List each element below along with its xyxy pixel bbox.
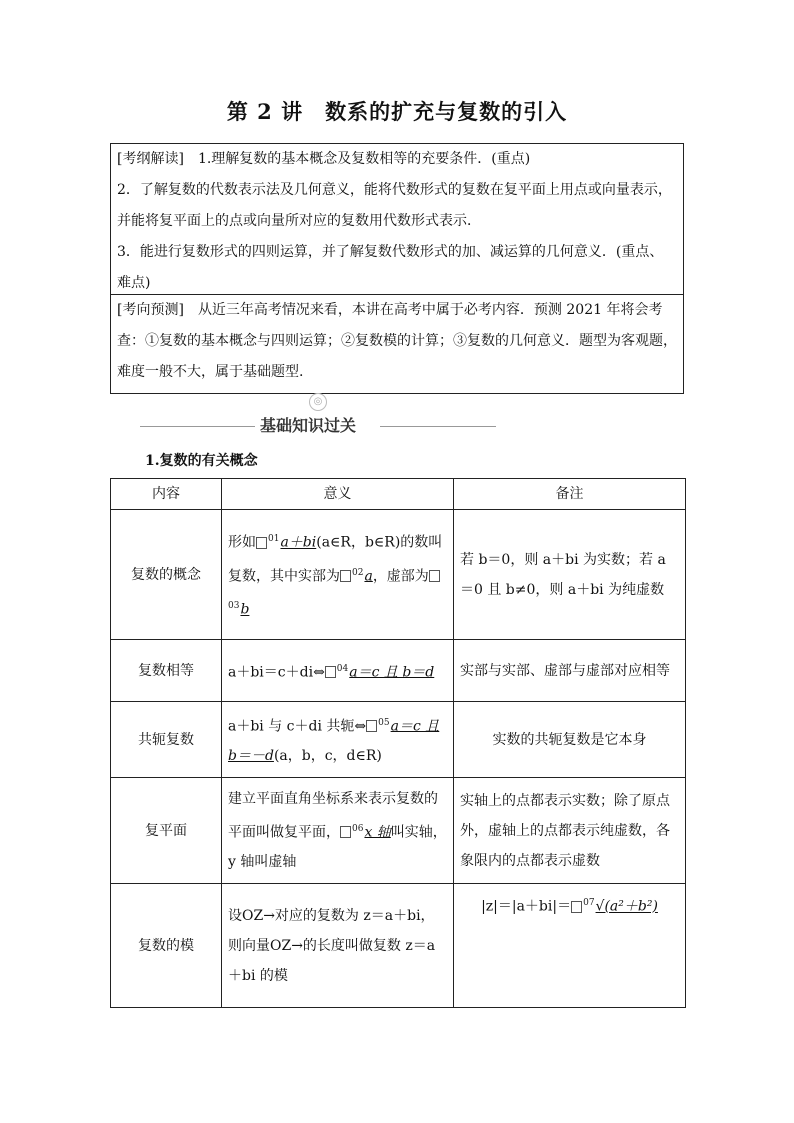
row-name: 复数的概念 xyxy=(111,510,222,640)
table-row xyxy=(111,778,686,884)
row-note: |z|＝|a＋bi|＝ $^{07}$√(a²＋b²) xyxy=(454,884,686,1008)
row-note: 若 b＝0，则 a＋bi 为实数；若 a＝0 且 b≠0，则 a＋bi 为纯虚数 xyxy=(454,510,686,640)
section-divider-left xyxy=(140,426,255,427)
header-cell: 内容 xyxy=(111,479,222,510)
row-meaning: a＋bi＝c＋di⇔ $^{04}$a＝c 且 b＝d xyxy=(222,640,454,702)
table-row xyxy=(111,884,686,1008)
answer-blank-icon xyxy=(366,720,377,732)
header-cell: 意义 xyxy=(222,479,454,510)
outline-tag: [考纲解读] xyxy=(117,151,184,167)
row-meaning: 建立平面直角坐标系来表示复数的平面叫做复平面， $^{06}$x 轴叫实轴，y 轴叫虚轴 xyxy=(222,778,454,884)
section-title: 基础知识过关 xyxy=(260,416,357,435)
row-name: 复数的模 xyxy=(111,884,222,1008)
row-meaning: a＋bi 与 c＋di 共轭⇔ $^{05}$a＝c 且 b＝－d(a，b，c，d∈R) xyxy=(222,702,454,778)
answer-blank-icon xyxy=(429,570,440,582)
answer-blank-icon xyxy=(340,570,351,582)
forecast-text: [考向预测] 从近三年高考情况来看，本讲在高考中属于必考内容．预测 2021 年将会考查：①复数的基本概念与四则运算；②复数模的计算；③复数的几何意义．题型为客观题，难度一般不大，属于基础题型. xyxy=(117,302,677,380)
header-cell: 备注 xyxy=(454,479,686,510)
page-title: 第 2 讲 数系的扩充与复数的引入 xyxy=(226,99,568,124)
answer-blank-icon xyxy=(571,901,582,913)
subsection-title: 1.复数的有关概念 xyxy=(145,453,258,469)
section-header xyxy=(140,396,496,439)
forecast-tag: [考向预测] xyxy=(117,302,184,318)
table-row xyxy=(111,510,686,640)
row-name: 共轭复数 xyxy=(111,702,222,778)
outline-line-3: 3．能进行复数形式的四则运算，并了解复数代数形式的加、减运算的几何意义．(重点、难点) xyxy=(117,244,664,291)
section-divider-right xyxy=(380,426,496,427)
outline-line-1: [考纲解读] 1.理解复数的基本概念及复数相等的充要条件．(重点) xyxy=(117,151,531,167)
outline-line-2: 2．了解复数的代数表示法及几何意义，能将代数形式的复数在复平面上用点或向量表示，并能将复平面上的点或向量所对应的复数用代数形式表示． xyxy=(117,182,672,229)
row-note: 实轴上的点都表示实数；除了原点外，虚轴上的点都表示纯虚数，各象限内的点都表示虚数 xyxy=(454,778,686,884)
table-row xyxy=(111,702,686,778)
row-note: 实部与实部、虚部与虚部对应相等 xyxy=(454,640,686,702)
section-logo-icon: ◎ xyxy=(309,393,327,411)
row-note: 实数的共轭复数是它本身 xyxy=(454,702,686,778)
answer-blank-icon xyxy=(340,826,351,838)
row-meaning: 设OZ→对应的复数为 z＝a＋bi，则向量OZ→的长度叫做复数 z＝a＋bi 的模 xyxy=(222,884,454,1008)
row-name: 复平面 xyxy=(111,778,222,884)
concept-table xyxy=(110,478,686,1008)
forecast-box xyxy=(110,295,684,394)
answer-blank-icon xyxy=(256,537,267,549)
outline-box xyxy=(110,143,684,295)
table-header-row xyxy=(111,479,686,510)
table-row xyxy=(111,640,686,702)
row-name: 复数相等 xyxy=(111,640,222,702)
answer-blank-icon xyxy=(325,666,336,678)
row-meaning: 形如 $^{01}$a＋bi(a∈R，b∈R)的数叫复数，其中实部为 $^{02}$a，虚部为$^{03}$b xyxy=(222,510,454,640)
